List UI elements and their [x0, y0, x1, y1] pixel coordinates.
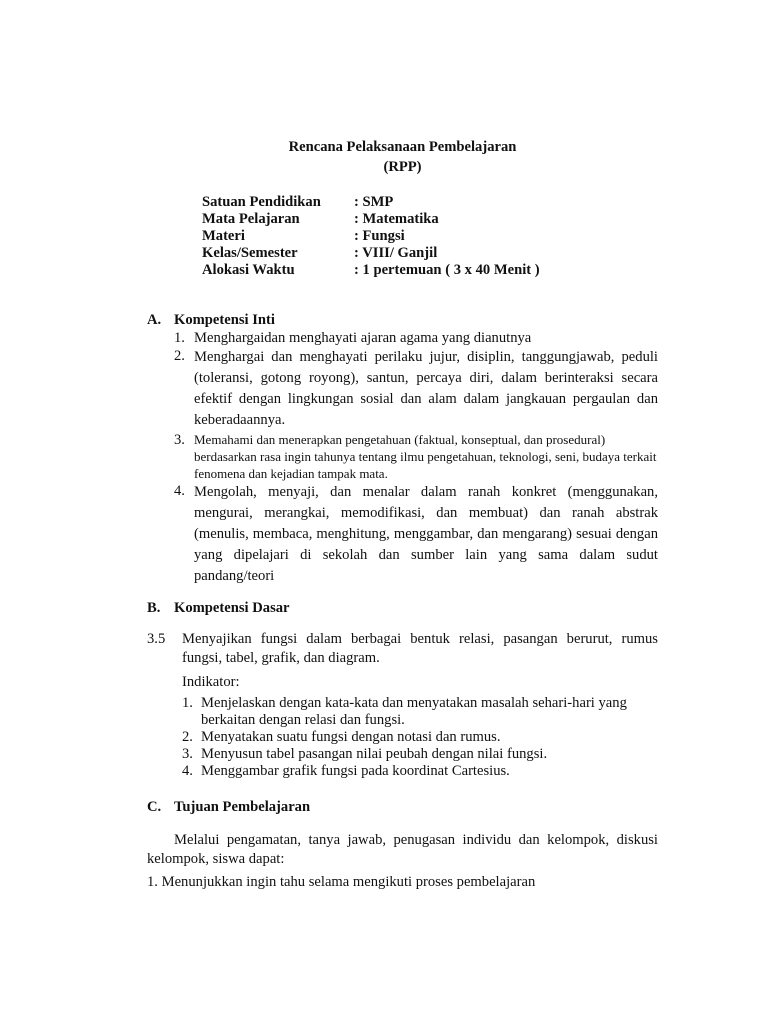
list-item: [174, 482, 658, 587]
tujuan-intro: [147, 831, 658, 869]
indicator-list: [182, 695, 658, 780]
indicator-text: Menggambar grafik fungsi pada koordinat Cartesius.: [201, 763, 510, 779]
list-item: [174, 329, 658, 348]
list-number: 2.: [174, 348, 185, 364]
kd-description: Menyajikan fungsi dalam berbagai bentuk relasi, pasangan berurut, rumus fungsi, tabel, grafik, dan diagram.: [182, 631, 658, 666]
list-text: Memahami dan menerapkan pengetahuan (faktual, konseptual, dan prosedural) berdasarkan rasa ingin tahunya tentang ilmu pengetahuan, teknologi, seni, budaya terkait fenomena dan kejadian tampak mata.: [194, 432, 657, 481]
indicator-number: 1.: [182, 695, 193, 711]
identity-label: Alokasi Waktu: [202, 262, 295, 278]
identity-label: Mata Pelajaran: [202, 211, 300, 227]
section-a-heading: [147, 311, 275, 330]
identity-row: [202, 262, 540, 279]
indicator-item: [182, 746, 658, 763]
indicator-number: 3.: [182, 746, 193, 762]
section-title: Kompetensi Dasar: [174, 600, 290, 616]
indicator-item: [182, 763, 658, 780]
section-title: Kompetensi Inti: [174, 312, 275, 328]
identity-row: [202, 245, 540, 262]
section-letter: A.: [147, 312, 162, 328]
indicator-text: Menyatakan suatu fungsi dengan notasi dan rumus.: [201, 729, 501, 745]
identity-value: : Fungsi: [354, 228, 405, 244]
section-letter: B.: [147, 600, 161, 616]
identity-value: : 1 pertemuan ( 3 x 40 Menit ): [354, 262, 540, 278]
indicator-number: 2.: [182, 729, 193, 745]
kd-code: 3.5: [147, 631, 166, 647]
indicator-number: 4.: [182, 763, 193, 779]
identity-row: [202, 211, 540, 228]
tujuan-item: 1. Menunjukkan ingin tahu selama mengikuti proses pembelajaran: [147, 874, 536, 890]
identity-row: [202, 194, 540, 211]
identity-label: Kelas/Semester: [202, 245, 298, 261]
list-text: Menghargai dan menghayati perilaku jujur, disiplin, tanggungjawab, peduli (toleransi, gotong royong), santun, percaya diri, dalam berinteraksi secara efektif dengan lingkungan sosial dan alam dalam jangkauan pergaulan dan keberadaannya.: [194, 349, 658, 428]
list-item: [174, 347, 658, 431]
title-line-1: Rencana Pelaksanaan Pembelajaran: [288, 139, 517, 155]
indicator-label: Indikator:: [182, 674, 240, 690]
list-number: 3.: [174, 432, 185, 448]
list-item: [174, 431, 658, 482]
section-b-heading: [147, 599, 290, 618]
document-title: [0, 138, 768, 177]
identity-value: : SMP: [354, 194, 394, 210]
tujuan-intro-text: Melalui pengamatan, tanya jawab, penugasan individu dan kelompok, diskusi kelompok, siswa dapat:: [147, 832, 658, 867]
identity-table: [202, 194, 540, 279]
indicator-item: [182, 695, 658, 729]
kompetensi-dasar: [147, 630, 658, 668]
identity-row: [202, 228, 540, 245]
list-number: 1.: [174, 330, 185, 346]
indicator-text: Menjelaskan dengan kata-kata dan menyatakan masalah sehari-hari yang berkaitan dengan relasi dan fungsi.: [201, 695, 627, 728]
section-c-heading: [147, 798, 310, 817]
identity-label: Satuan Pendidikan: [202, 194, 321, 210]
list-text: Menghargaidan menghayati ajaran agama yang dianutnya: [194, 330, 532, 346]
indicator-text: Menyusun tabel pasangan nilai peubah dengan nilai fungsi.: [201, 746, 548, 762]
identity-value: : Matematika: [354, 211, 439, 227]
list-number: 4.: [174, 483, 185, 499]
title-line-2: (RPP): [383, 159, 422, 175]
identity-label: Materi: [202, 228, 245, 244]
list-text: Mengolah, menyaji, dan menalar dalam ranah konkret (menggunakan, mengurai, merangkai, memodifikasi, dan membuat) dan ranah abstrak (menulis, membaca, menghitung, menggambar, dan mengarang) sesuai dengan yang dipelajari di sekolah dan sumber lain yang sama dalam sudut pandang/teori: [194, 484, 658, 584]
section-title: Tujuan Pembelajaran: [174, 799, 311, 815]
kd-row: [147, 630, 658, 668]
kompetensi-inti-list: [174, 329, 658, 587]
indicator-item: [182, 729, 658, 746]
section-letter: C.: [147, 799, 162, 815]
identity-value: : VIII/ Ganjil: [354, 245, 438, 261]
